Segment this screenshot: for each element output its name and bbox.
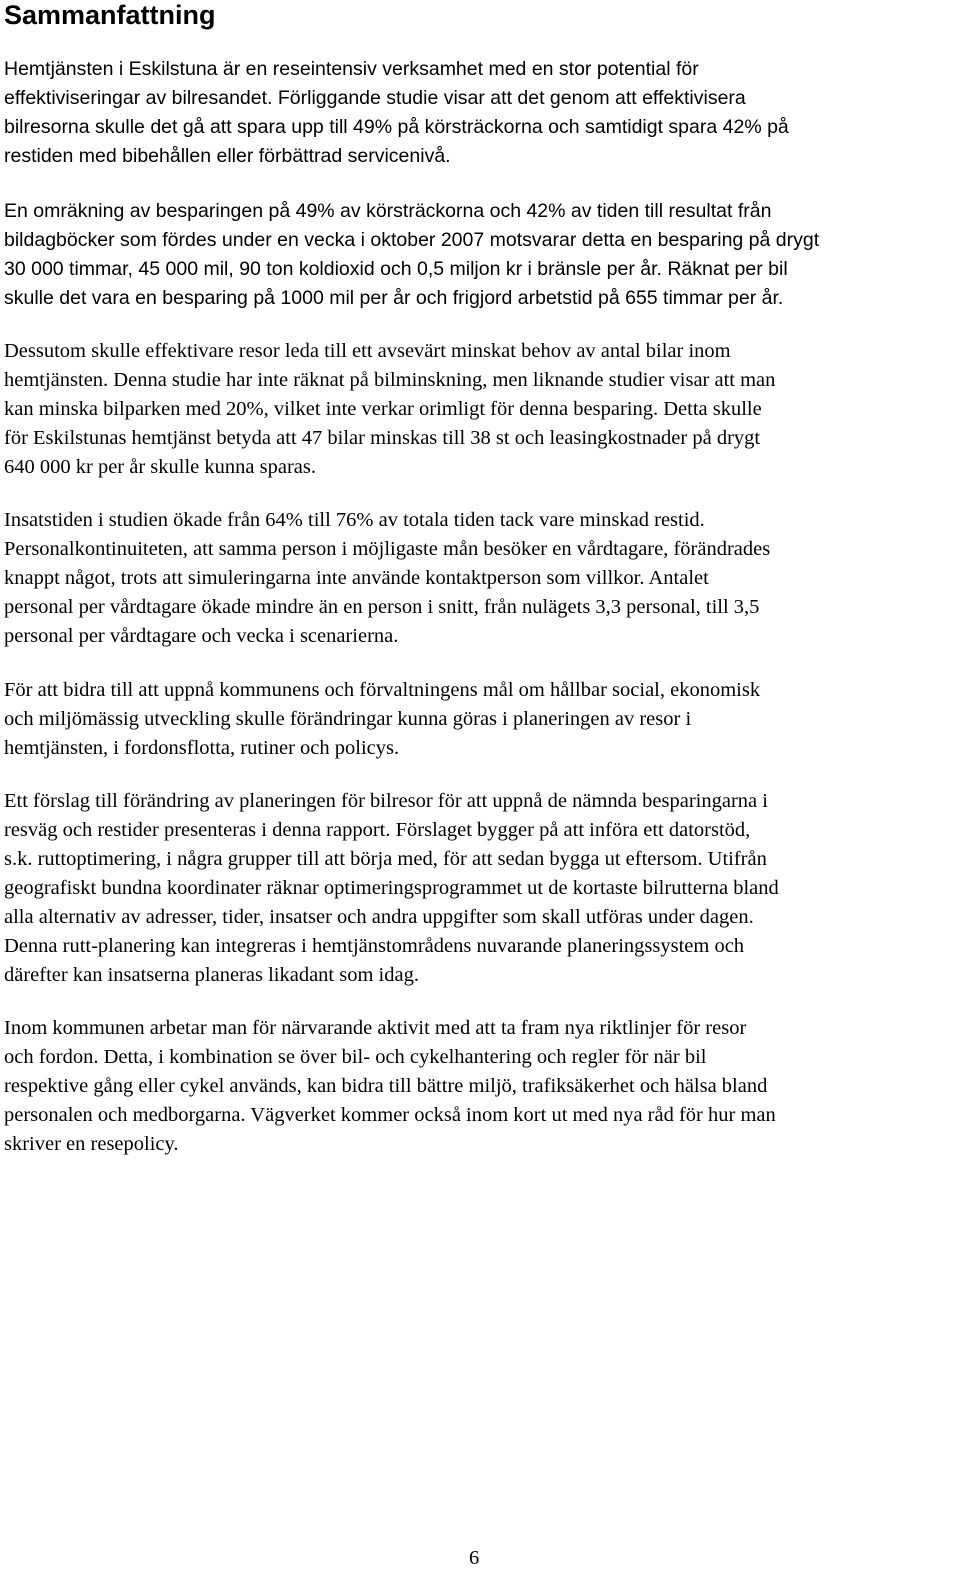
paragraph-vehicles: [4, 337, 954, 482]
paragraph-savings: [4, 197, 954, 313]
text-line: för Eskilstunas hemtjänst betyda att 47 bilar minskas till 38 st och leasingkostnader på drygt: [4, 427, 761, 449]
text-line: Dessutom skulle effektivare resor leda till ett avsevärt minskat behov av antal bilar inom: [4, 340, 731, 362]
paragraph-proposal: [4, 787, 954, 990]
paragraph-goals: [4, 676, 954, 763]
text-line: resväg och restider presenteras i denna rapport. Förslaget bygger på att införa ett datorstöd,: [4, 819, 751, 841]
text-line: 640 000 kr per år skulle kunna sparas.: [4, 456, 316, 478]
page-number: 6: [469, 1547, 480, 1569]
text-line: 30 000 timmar, 45 000 mil, 90 ton koldioxid och 0,5 miljon kr i bränsle per år. Räknat per bil: [4, 258, 788, 280]
text-line: skulle det vara en besparing på 1000 mil per år och frigjord arbetstid på 655 timmar per år.: [4, 287, 784, 309]
text-line: Inom kommunen arbetar man för närvarande aktivit med att ta fram nya riktlinjer för resor: [4, 1017, 747, 1039]
text-line: restiden med bibehållen eller förbättrad servicenivå.: [4, 145, 451, 167]
paragraph-intro: [4, 55, 954, 171]
text-line: Ett förslag till förändring av planeringen för bilresor för att uppnå de nämnda besparingarna i: [4, 790, 768, 812]
text-line: bilresorna skulle det gå att spara upp till 49% på körsträckorna och samtidigt spara 42% på: [4, 116, 789, 138]
text-line: kan minska bilparken med 20%, vilket inte verkar orimligt för denna besparing. Detta skulle: [4, 398, 762, 420]
paragraph-staffing: [4, 506, 954, 651]
text-line: hemtjänsten, i fordonsflotta, rutiner och policys.: [4, 737, 400, 759]
section-heading: Sammanfattning: [4, 0, 216, 30]
text-line: hemtjänsten. Denna studie har inte räknat på bilminskning, men liknande studier visar att man: [4, 369, 776, 391]
text-line: Insatstiden i studien ökade från 64% till 76% av totala tiden tack vare minskad restid.: [4, 509, 705, 531]
text-line: Personalkontinuiteten, att samma person i möjligaste mån besöker en vårdtagare, förändrades: [4, 538, 771, 560]
text-line: Hemtjänsten i Eskilstuna är en reseintensiv verksamhet med en stor potential för: [4, 58, 699, 80]
paragraph-policy: [4, 1014, 954, 1159]
text-line: För att bidra till att uppnå kommunens och förvaltningens mål om hållbar social, ekonomisk: [4, 679, 761, 701]
text-line: och miljömässig utveckling skulle förändringar kunna göras i planeringen av resor i: [4, 708, 692, 730]
text-line: personalen och medborgarna. Vägverket kommer också inom kort ut med nya råd för hur man: [4, 1104, 776, 1126]
text-line: respektive gång eller cykel används, kan bidra till bättre miljö, trafiksäkerhet och hälsa bland: [4, 1075, 768, 1097]
text-line: personal per vårdtagare ökade mindre än en person i snitt, från nulägets 3,3 personal, till 3,5: [4, 596, 760, 618]
text-line: En omräkning av besparingen på 49% av körsträckorna och 42% av tiden till resultat från: [4, 200, 772, 222]
text-line: och fordon. Detta, i kombination se över bil- och cykelhantering och regler för när bil: [4, 1046, 707, 1068]
text-line: effektiviseringar av bilresandet. Förliggande studie visar att det genom att effektivisera: [4, 87, 746, 109]
text-line: Denna rutt-planering kan integreras i hemtjänstområdens nuvarande planeringssystem och: [4, 935, 745, 957]
text-line: därefter kan insatserna planeras likadant som idag.: [4, 964, 419, 986]
text-line: knappt något, trots att simuleringarna inte använde kontaktperson som villkor. Antalet: [4, 567, 709, 589]
text-line: skriver en resepolicy.: [4, 1133, 179, 1155]
text-line: geografiskt bundna koordinater räknar optimeringsprogrammet ut de kortaste bilrutterna bland: [4, 877, 779, 899]
text-line: alla alternativ av adresser, tider, insatser och andra uppgifter som skall utföras under dagen.: [4, 906, 754, 928]
text-line: bildagböcker som fördes under en vecka i oktober 2007 motsvarar detta en besparing på drygt: [4, 229, 820, 251]
text-line: personal per vårdtagare och vecka i scenarierna.: [4, 625, 399, 647]
text-line: s.k. ruttoptimering, i några grupper till att börja med, för att sedan bygga ut eftersom. Utifrån: [4, 848, 767, 870]
